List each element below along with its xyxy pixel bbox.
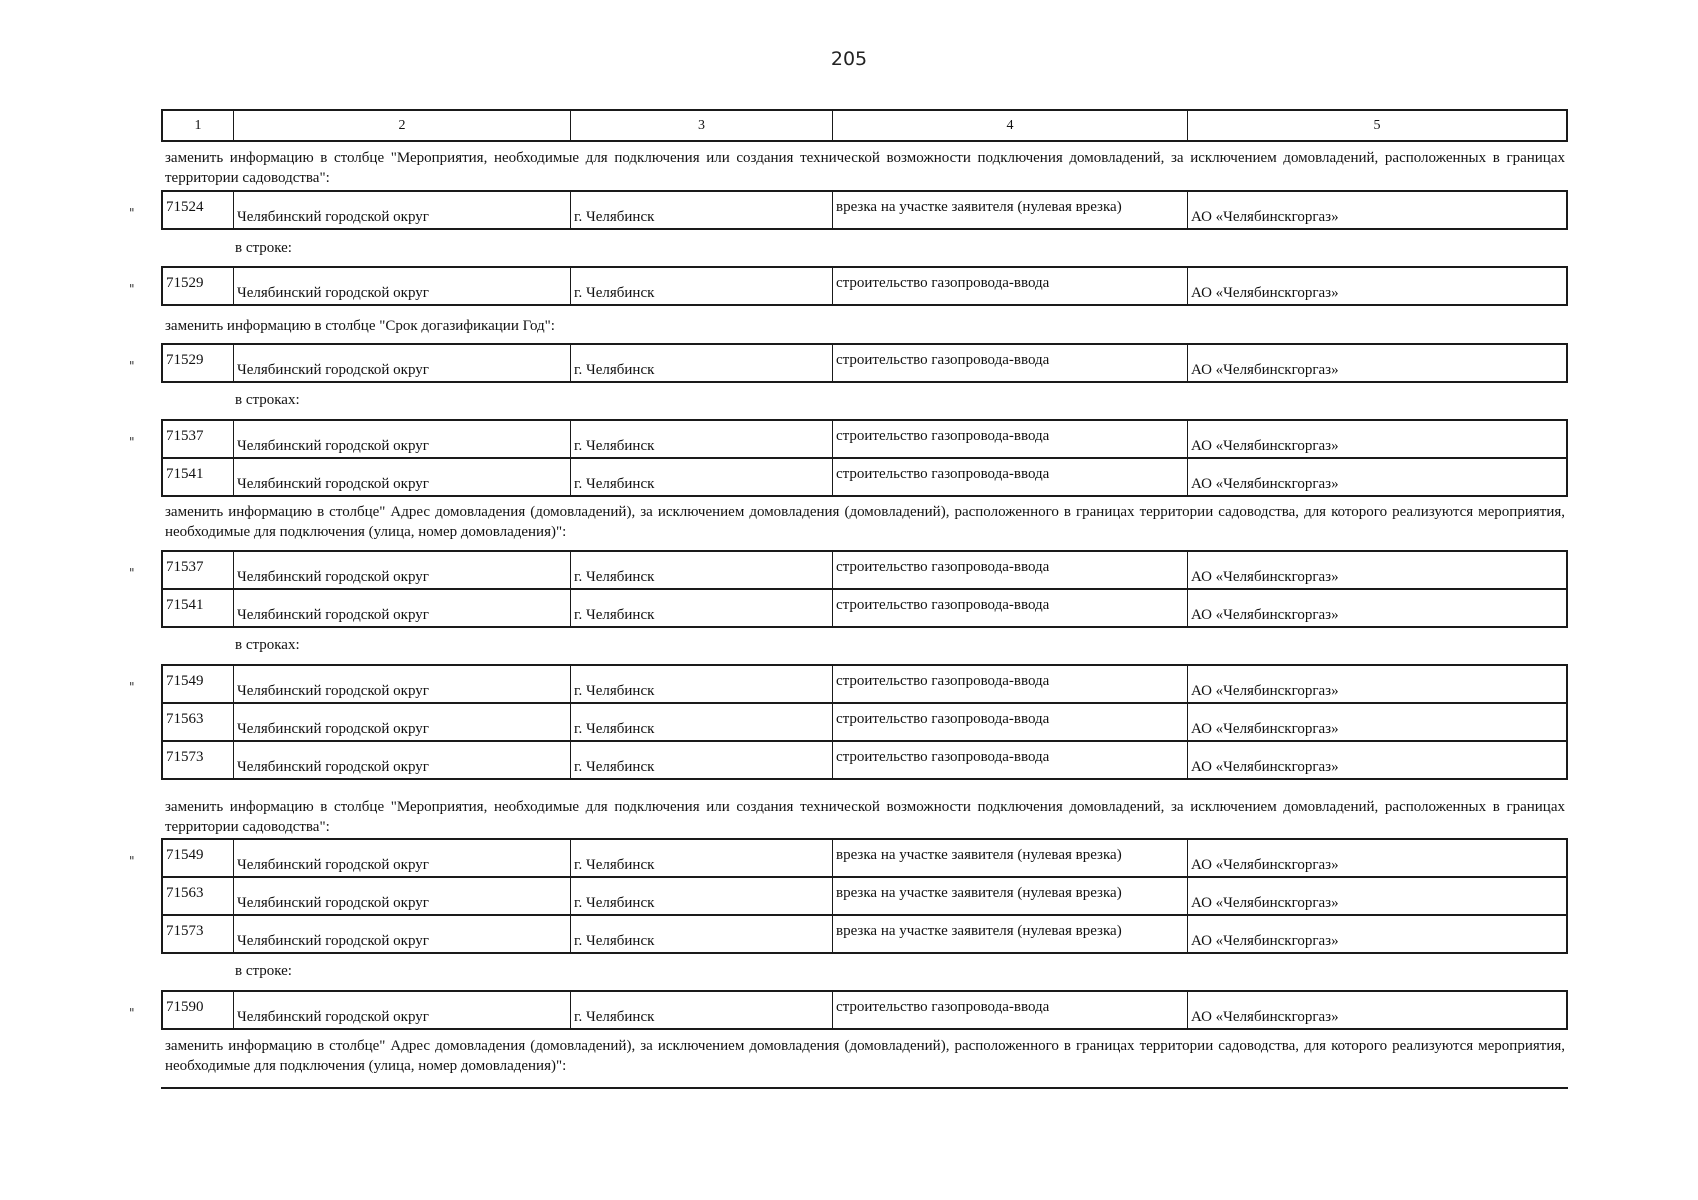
table-row: [161, 702, 1568, 742]
row-district: Челябинский городской округ: [234, 916, 571, 952]
instruction-note: заменить информацию в столбце" Адрес домовладения (домовладений), за исключением домовладения (домовладений), расположенного в границах территории садоводства, для которого реализуются мероприятия, необходимые для подключения (улица, номер домовладения)":: [165, 504, 1565, 540]
header-col-3: 3: [571, 111, 833, 140]
instruction-subnote: в строках:: [235, 392, 300, 408]
quote-mark: ": [129, 1006, 135, 1020]
table-row: [161, 914, 1568, 954]
row-district: Челябинский городской округ: [234, 840, 571, 876]
row-district: Челябинский городской округ: [234, 421, 571, 457]
row-city: г. Челябинск: [571, 459, 833, 495]
row-organization: АО «Челябинскгоргаз»: [1191, 933, 1339, 949]
row-id: 71590: [163, 992, 234, 1028]
table-row: [161, 838, 1568, 878]
row-measure: строительство газопровода-ввода: [833, 992, 1188, 1028]
row-organization: АО «Челябинскгоргаз»: [1191, 759, 1339, 775]
row-organization: АО «Челябинскгоргаз»: [1191, 362, 1339, 378]
row-measure: строительство газопровода-ввода: [833, 421, 1188, 457]
row-city: г. Челябинск: [571, 878, 833, 914]
table-row: [161, 457, 1568, 497]
table-row: [161, 740, 1568, 780]
row-city: г. Челябинск: [571, 840, 833, 876]
row-id: 71563: [163, 704, 234, 740]
table-row: [161, 990, 1568, 1030]
page-number: 205: [830, 48, 868, 70]
row-id: 71573: [163, 916, 234, 952]
row-measure: строительство газопровода-ввода: [833, 666, 1188, 702]
quote-mark: ": [129, 359, 135, 373]
row-city: г. Челябинск: [571, 666, 833, 702]
instruction-subnote: в строке:: [235, 963, 292, 979]
row-city: г. Челябинск: [571, 268, 833, 304]
instruction-note: заменить информацию в столбце "Мероприятия, необходимые для подключения или создания технической возможности подключения домовладений, за исключением домовладений, расположенных в границах территории садоводства":: [165, 799, 1565, 835]
row-district: Челябинский городской округ: [234, 590, 571, 626]
quote-mark: ": [129, 206, 135, 220]
row-measure: строительство газопровода-ввода: [833, 345, 1188, 381]
row-city: г. Челябинск: [571, 916, 833, 952]
row-organization: АО «Челябинскгоргаз»: [1191, 209, 1339, 225]
row-organization: АО «Челябинскгоргаз»: [1191, 683, 1339, 699]
row-measure: врезка на участке заявителя (нулевая врезка): [833, 916, 1188, 952]
row-organization: АО «Челябинскгоргаз»: [1191, 721, 1339, 737]
row-id: 71529: [163, 268, 234, 304]
row-measure: строительство газопровода-ввода: [833, 704, 1188, 740]
row-id: 71541: [163, 459, 234, 495]
row-id: 71537: [163, 421, 234, 457]
row-organization: АО «Челябинскгоргаз»: [1191, 857, 1339, 873]
row-id: 71529: [163, 345, 234, 381]
instruction-note: заменить информацию в столбце "Мероприятия, необходимые для подключения или создания технической возможности подключения домовладений, за исключением домовладений, расположенных в границах территории садоводства":: [165, 150, 1565, 186]
row-district: Челябинский городской округ: [234, 666, 571, 702]
table-row: [161, 876, 1568, 916]
bottom-rule: [161, 1087, 1568, 1089]
row-id: 71537: [163, 552, 234, 588]
row-id: 71549: [163, 666, 234, 702]
quote-mark: ": [129, 854, 135, 868]
row-district: Челябинский городской округ: [234, 192, 571, 228]
row-measure: строительство газопровода-ввода: [833, 552, 1188, 588]
table-row: [161, 343, 1568, 383]
row-organization: АО «Челябинскгоргаз»: [1191, 1009, 1339, 1025]
row-measure: строительство газопровода-ввода: [833, 459, 1188, 495]
header-col-5: 5: [1373, 118, 1381, 133]
row-district: Челябинский городской округ: [234, 878, 571, 914]
row-district: Челябинский городской округ: [234, 345, 571, 381]
quote-mark: ": [129, 435, 135, 449]
row-id: 71563: [163, 878, 234, 914]
table-row: [161, 190, 1568, 230]
row-organization: АО «Челябинскгоргаз»: [1191, 476, 1339, 492]
row-city: г. Челябинск: [571, 704, 833, 740]
row-district: Челябинский городской округ: [234, 268, 571, 304]
row-city: г. Челябинск: [571, 552, 833, 588]
row-id: 71549: [163, 840, 234, 876]
instruction-note: заменить информацию в столбце" Адрес домовладения (домовладений), за исключением домовладения (домовладений), расположенного в границах территории садоводства, для которого реализуются мероприятия, необходимые для подключения (улица, номер домовладения)":: [165, 1038, 1565, 1074]
row-organization: АО «Челябинскгоргаз»: [1191, 607, 1339, 623]
row-id: 71573: [163, 742, 234, 778]
row-organization: АО «Челябинскгоргаз»: [1191, 285, 1339, 301]
row-organization: АО «Челябинскгоргаз»: [1191, 569, 1339, 585]
row-city: г. Челябинск: [571, 992, 833, 1028]
row-city: г. Челябинск: [571, 742, 833, 778]
row-measure: строительство газопровода-ввода: [833, 268, 1188, 304]
row-district: Челябинский городской округ: [234, 459, 571, 495]
table-row: [161, 664, 1568, 704]
table-row: [161, 550, 1568, 590]
row-city: г. Челябинск: [571, 192, 833, 228]
row-measure: врезка на участке заявителя (нулевая врезка): [833, 192, 1188, 228]
row-city: г. Челябинск: [571, 421, 833, 457]
instruction-subnote: в строках:: [235, 637, 300, 653]
table-row: [161, 419, 1568, 459]
table-header-row: [161, 109, 1568, 142]
header-col-4: 4: [833, 111, 1188, 140]
row-id: 71541: [163, 590, 234, 626]
row-city: г. Челябинск: [571, 345, 833, 381]
quote-mark: ": [129, 566, 135, 580]
row-organization: АО «Челябинскгоргаз»: [1191, 895, 1339, 911]
row-city: г. Челябинск: [571, 590, 833, 626]
row-measure: строительство газопровода-ввода: [833, 742, 1188, 778]
row-district: Челябинский городской округ: [234, 704, 571, 740]
row-district: Челябинский городской округ: [234, 742, 571, 778]
table-row: [161, 588, 1568, 628]
row-district: Челябинский городской округ: [234, 992, 571, 1028]
row-measure: строительство газопровода-ввода: [833, 590, 1188, 626]
row-measure: врезка на участке заявителя (нулевая врезка): [833, 878, 1188, 914]
header-col-1: 1: [163, 111, 234, 140]
instruction-subnote: в строке:: [235, 240, 292, 256]
row-measure: врезка на участке заявителя (нулевая врезка): [833, 840, 1188, 876]
table-row: [161, 266, 1568, 306]
quote-mark: ": [129, 680, 135, 694]
quote-mark: ": [129, 282, 135, 296]
instruction-note: заменить информацию в столбце "Срок догазификации Год":: [165, 318, 555, 334]
row-district: Челябинский городской округ: [234, 552, 571, 588]
row-id: 71524: [163, 192, 234, 228]
row-organization: АО «Челябинскгоргаз»: [1191, 438, 1339, 454]
header-col-2: 2: [234, 111, 571, 140]
